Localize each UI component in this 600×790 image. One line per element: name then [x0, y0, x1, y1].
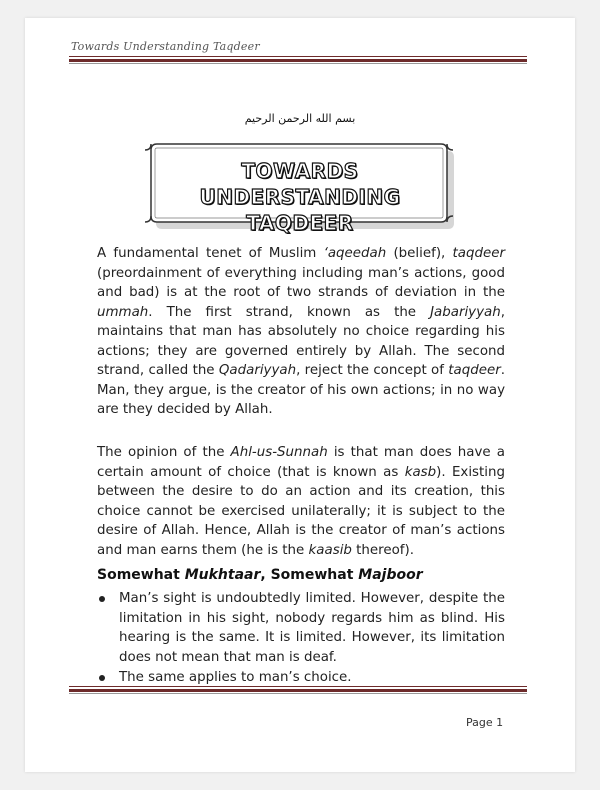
italic-term: Majboor: [358, 567, 423, 583]
bullet-dot-icon: [99, 596, 105, 602]
header-rule: [69, 56, 527, 64]
text-run: A fundamental tenet of Muslim: [97, 246, 324, 261]
text-run: (belief),: [386, 246, 453, 261]
text-run: , reject the concept of: [296, 363, 449, 378]
italic-term: taqdeer: [452, 246, 505, 261]
page-number: Page 1: [466, 716, 504, 729]
italic-term: Ahl-us-Sunnah: [230, 445, 328, 460]
italic-term: taqdeer: [448, 363, 501, 378]
running-header: Towards Understanding Taqdeer: [71, 40, 260, 53]
italic-term: kasb: [404, 464, 437, 480]
bullet-text: Man’s sight is undoubtedly limited. However, despite the limitation in his sight, nobody regards him as blind. His hearing is the same. It is limited. However, its limitation does not mean that man is deaf.: [119, 591, 505, 665]
italic-term: ummah: [97, 304, 149, 320]
text-run: The opinion of the: [97, 445, 231, 460]
section-subheading: [97, 567, 423, 583]
bismillah-text: بسم الله الرحمن الرحيم: [244, 112, 356, 125]
italic-term: Qadariyyah: [218, 363, 297, 378]
document-title: [145, 158, 455, 236]
footer-rule: [69, 686, 527, 694]
text-run: (preordainment of everything including man’s actions, good and bad) is at the root of two strands of deviation in the: [97, 265, 505, 300]
paragraph-1: [97, 244, 505, 420]
title-frame: [145, 140, 455, 235]
title-line-2: TAQDEER: [246, 211, 354, 235]
italic-term: kaasib: [308, 542, 352, 558]
text-run: . The first strand, known as the: [148, 304, 431, 320]
bullet-text: The same applies to man’s choice.: [119, 670, 352, 685]
text-run: ). Existing between the desire to do an action and its creation, this choice cannot be exercised unilaterally; it is subject to the desire of Allah. Hence, Allah is the creator of man’s actions and man earns them (he is the: [97, 464, 505, 558]
text-run: . Man, they argue, is the creator of his own actions; in no way are they decided by Allah.: [97, 363, 505, 417]
text-run: , Somewhat: [260, 567, 359, 583]
italic-term: Jabariyyah: [430, 304, 501, 320]
text-run: thereof).: [351, 542, 414, 558]
bullet-item: [97, 668, 505, 688]
text-run: is that man does have a certain amount of choice (that is known as: [97, 445, 505, 480]
text-run: Somewhat: [97, 567, 185, 583]
italic-term: Mukhtaar: [184, 567, 261, 583]
bullet-item: [97, 589, 505, 667]
title-line-1: TOWARDS UNDERSTANDING: [199, 159, 401, 209]
paragraph-2: [97, 443, 505, 560]
bullet-dot-icon: [99, 675, 105, 681]
bullet-list: [97, 589, 505, 688]
text-run: , maintains that man has absolutely no choice regarding his actions; they are governed entirely by Allah. The second strand, called the: [97, 304, 505, 378]
italic-term: ‘aqeedah: [323, 246, 387, 261]
